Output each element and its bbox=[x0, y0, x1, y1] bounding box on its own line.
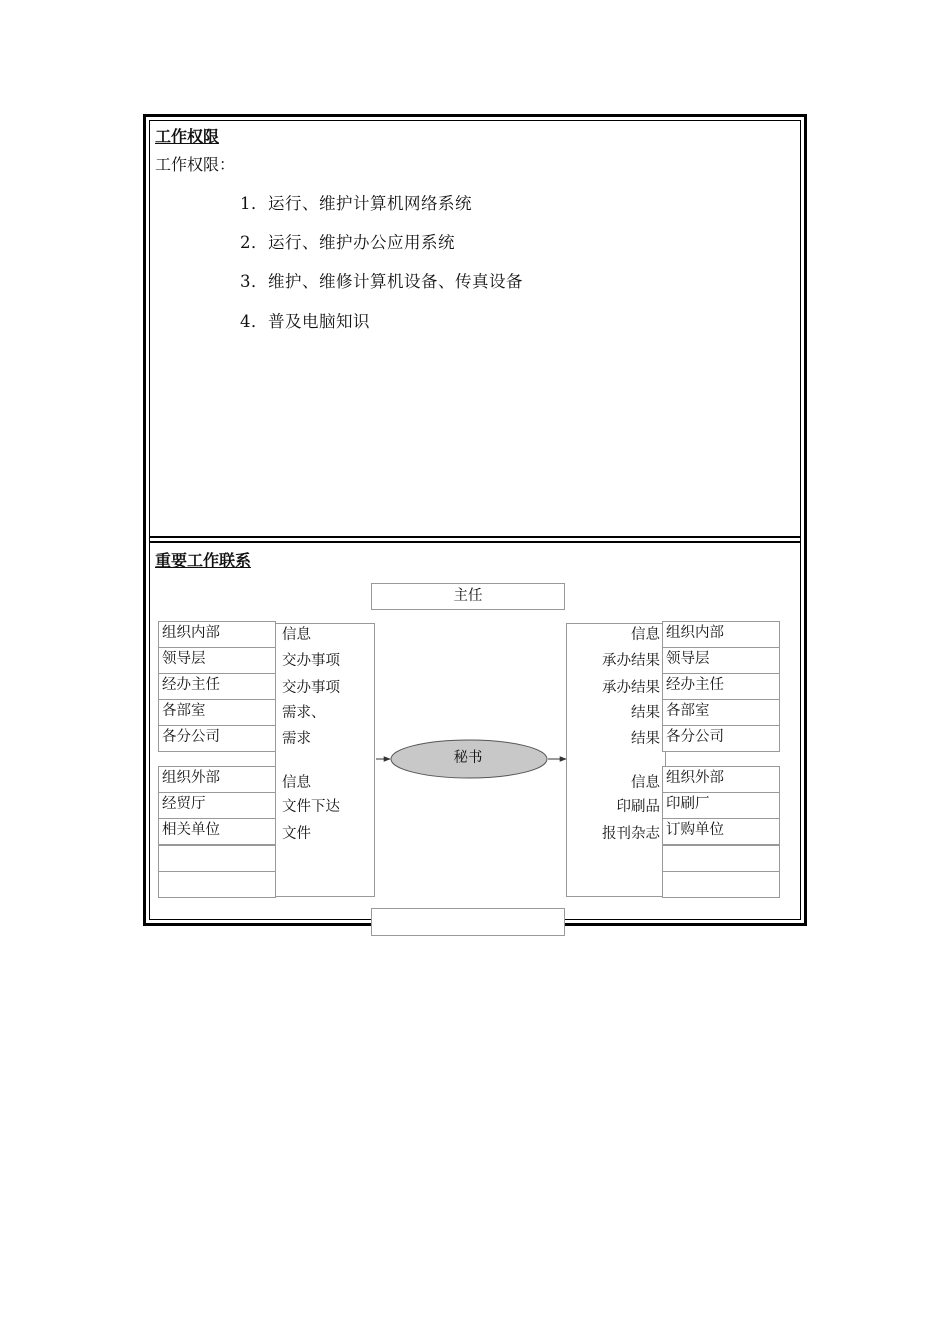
left-flow-label: 交办事项 bbox=[282, 653, 340, 669]
authority-intro: 工作权限： bbox=[155, 155, 236, 174]
section-divider bbox=[149, 536, 801, 543]
left-internal-cell: 各分公司 bbox=[158, 725, 276, 752]
left-flow-label: 信息 bbox=[282, 775, 311, 791]
right-flow-label: 信息 bbox=[631, 775, 660, 791]
left-external-cell bbox=[158, 871, 276, 898]
authority-item-2: 2．运行、维护办公应用系统 bbox=[240, 233, 455, 252]
left-external-cell: 相关单位 bbox=[158, 818, 276, 845]
authority-item-1: 1．运行、维护计算机网络系统 bbox=[240, 194, 472, 213]
authority-heading: 工作权限 bbox=[155, 127, 220, 146]
left-flow-label: 需求 bbox=[282, 731, 311, 747]
right-flow-label: 结果 bbox=[631, 705, 660, 721]
right-flow-label: 承办结果 bbox=[602, 680, 660, 696]
right-internal-cell: 领导层 bbox=[662, 647, 780, 674]
left-external-cell bbox=[158, 845, 276, 872]
right-external-cell: 印刷厂 bbox=[662, 792, 780, 819]
left-flow-label: 需求、 bbox=[282, 705, 326, 721]
right-external-cell: 订购单位 bbox=[662, 818, 780, 845]
left-flow-label: 信息 bbox=[282, 627, 311, 643]
right-flow-label: 报刊杂志 bbox=[602, 826, 660, 842]
supervisor-box: 主任 bbox=[371, 583, 565, 610]
right-internal-cell: 经办主任 bbox=[662, 673, 780, 700]
right-internal-cell: 各分公司 bbox=[662, 725, 780, 752]
right-internal-cell: 各部室 bbox=[662, 699, 780, 726]
secretary-label: 秘书 bbox=[453, 750, 483, 766]
left-internal-cell: 领导层 bbox=[158, 647, 276, 674]
right-external-cell: 组织外部 bbox=[662, 766, 780, 793]
authority-item-3: 3．维护、维修计算机设备、传真设备 bbox=[240, 272, 523, 291]
bottom-box bbox=[371, 908, 565, 936]
left-internal-cell: 组织内部 bbox=[158, 621, 276, 648]
right-flow-label: 承办结果 bbox=[602, 653, 660, 669]
left-external-cell: 组织外部 bbox=[158, 766, 276, 793]
relations-heading: 重要工作联系 bbox=[155, 551, 252, 570]
right-internal-cell: 组织内部 bbox=[662, 621, 780, 648]
left-flow-label: 文件 bbox=[282, 826, 311, 842]
authority-item-4: 4．普及电脑知识 bbox=[240, 312, 370, 331]
left-internal-cell: 经办主任 bbox=[158, 673, 276, 700]
right-flow-label: 结果 bbox=[631, 731, 660, 747]
left-flow-label: 文件下达 bbox=[282, 799, 340, 815]
right-flow-label: 印刷品 bbox=[616, 799, 660, 815]
right-external-cell bbox=[662, 871, 780, 898]
right-external-cell bbox=[662, 845, 780, 872]
left-external-cell: 经贸厅 bbox=[158, 792, 276, 819]
left-flow-label: 交办事项 bbox=[282, 680, 340, 696]
left-internal-cell: 各部室 bbox=[158, 699, 276, 726]
right-flow-label: 信息 bbox=[631, 627, 660, 643]
